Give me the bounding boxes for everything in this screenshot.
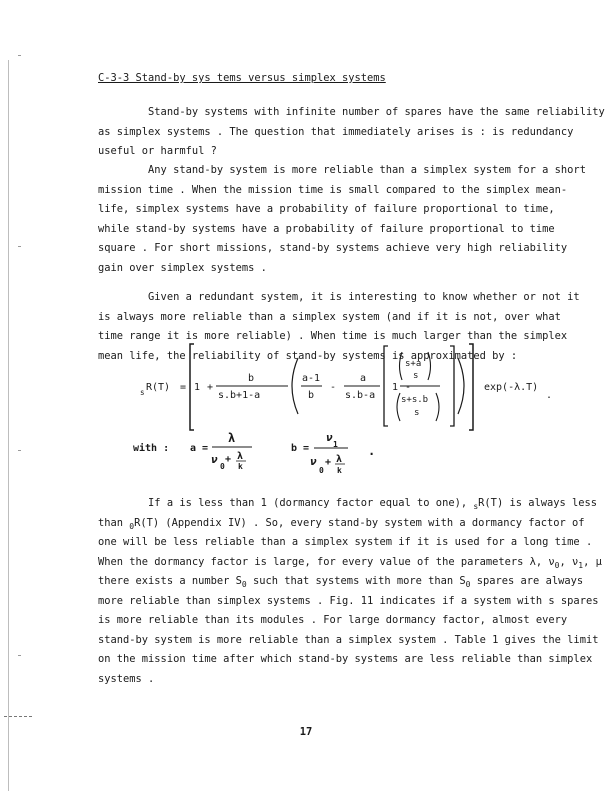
text-run: , μ: [583, 555, 602, 568]
paragraph-2: Any stand-by system is more reliable than a simplex system for a short mission time . When the mission time is small compared to the simplex mean- life, simplex systems have a probability of failure proportional to time, while stand-by systems have a probability of failure proportional to time square . For short missions, stand-by systems achieve very high reliability gain over simplex systems .: [98, 164, 586, 274]
b-numerator-nu: ν: [326, 431, 333, 444]
paragraph-1: Stand-by systems with infinite number of spares have the same reliability as simplex systems . The question that immediately arises is : is redundancy useful or harmful ?: [98, 106, 605, 157]
page-number: 17: [299, 726, 313, 738]
text-run: one will be less reliable than a simplex system if it is used for a long time .: [98, 536, 593, 548]
a-equals: a =: [190, 443, 209, 454]
scan-mark: [18, 655, 21, 656]
a-denominator-nu: ν: [211, 453, 218, 466]
fraction-b-numerator: b: [248, 373, 255, 384]
plus-sign: +: [207, 382, 214, 393]
outer-right-bracket: [469, 344, 473, 430]
fraction-a1-numerator: a-1: [302, 373, 321, 384]
equation-period: .: [546, 390, 553, 401]
binomial-bottom-upper: s+s.b: [401, 395, 429, 405]
b-denominator-lambda: λ: [336, 454, 343, 465]
subscript: 0: [465, 580, 471, 589]
equals-sign: =: [180, 382, 187, 393]
b-denominator-plus: +: [325, 457, 332, 468]
a-denominator-k: k: [238, 462, 243, 471]
fraction-a1-denominator: b: [308, 390, 315, 401]
scan-corner-mark: [4, 716, 32, 717]
text-run: on the mission time after which stand-by systems are less reliable than simplex: [98, 653, 593, 665]
text-run: If a is less than 1 (dormancy factor equal to one),: [98, 497, 474, 509]
a-numerator-lambda: λ: [228, 431, 236, 445]
text-run: such that systems with more than S: [246, 575, 466, 587]
minus-sign: -: [330, 382, 337, 393]
a-denominator-subscript: 0: [220, 462, 225, 471]
text-run: stand-by system is more reliable than a simplex system . Table 1 gives the limit: [98, 633, 599, 646]
text-run: spares are always: [470, 575, 584, 587]
minus-sign-inner: -: [405, 382, 412, 393]
binomial-bottom-left-paren: [397, 393, 400, 421]
b-equals: b =: [291, 443, 310, 454]
binomial-bottom-right-paren: [436, 393, 439, 421]
text-run: there exists a number S: [98, 575, 242, 587]
subscript: 0: [554, 560, 560, 570]
with-period: .: [368, 444, 376, 458]
text-run: , ν: [559, 555, 579, 568]
text-run: than: [98, 516, 130, 529]
a-denominator-lambda: λ: [237, 451, 244, 462]
paragraph-4: [98, 494, 602, 689]
text-run: is more reliable than its modules . For large dormancy factor, almost every: [98, 614, 568, 626]
text-run: systems .: [98, 672, 155, 685]
text-run: R(T) is always less: [478, 497, 598, 509]
text-run: When the dormancy factor is large, for every value of the parameters λ, ν: [98, 555, 555, 568]
term-one: 1: [194, 382, 201, 393]
with-label: with :: [133, 443, 170, 454]
lhs-reliability: R(T): [146, 382, 171, 393]
right-paren: [458, 358, 464, 414]
subscript: s: [473, 502, 479, 511]
b-denominator-subscript: 0: [319, 466, 324, 475]
a-denominator-plus: +: [225, 454, 232, 465]
subscript: 0: [129, 521, 135, 531]
binomial-top-left-paren: [400, 352, 403, 380]
b-denominator-k: k: [337, 466, 342, 475]
binomial-top-right-paren: [428, 352, 431, 380]
section-heading: C-3-3 Stand-by sys tems versus simplex systems: [98, 72, 386, 84]
subscript: 0: [241, 580, 247, 589]
fraction-a-numerator: a: [360, 373, 367, 384]
text-run: R(T) (Appendix IV) . So, every stand-by system with a dormancy factor of: [134, 516, 585, 529]
binomial-top-upper: s+a: [405, 359, 422, 369]
term-one-inner: 1: [392, 382, 399, 393]
fraction-a-denominator: s.b-a: [345, 390, 376, 401]
left-paren: [292, 358, 298, 414]
b-numerator-subscript: 1: [333, 440, 338, 449]
b-denominator-nu: ν: [310, 455, 317, 468]
fraction-b-denominator: s.b+1-a: [218, 390, 261, 401]
text-run: more reliable than simplex systems . Fig. 11 indicates if a system with s spares: [98, 594, 599, 607]
binomial-bottom-lower: s: [414, 408, 420, 418]
lhs-subscript: s: [140, 388, 145, 397]
inner-right-bracket: [450, 346, 454, 426]
inner-left-bracket: [384, 346, 388, 426]
paragraph-3: Given a redundant system, it is interesting to know whether or not it is always more reliable than a simplex system (and if it is not, over what time range it is more reliable) . When time is much larger than the simplex mean life, the reliability of stand-by systems is approximated by :: [98, 291, 580, 362]
subscript: 1: [578, 560, 584, 570]
binomial-top-lower: s: [413, 371, 419, 381]
exponential-factor: exp(-λ.T): [484, 382, 539, 393]
